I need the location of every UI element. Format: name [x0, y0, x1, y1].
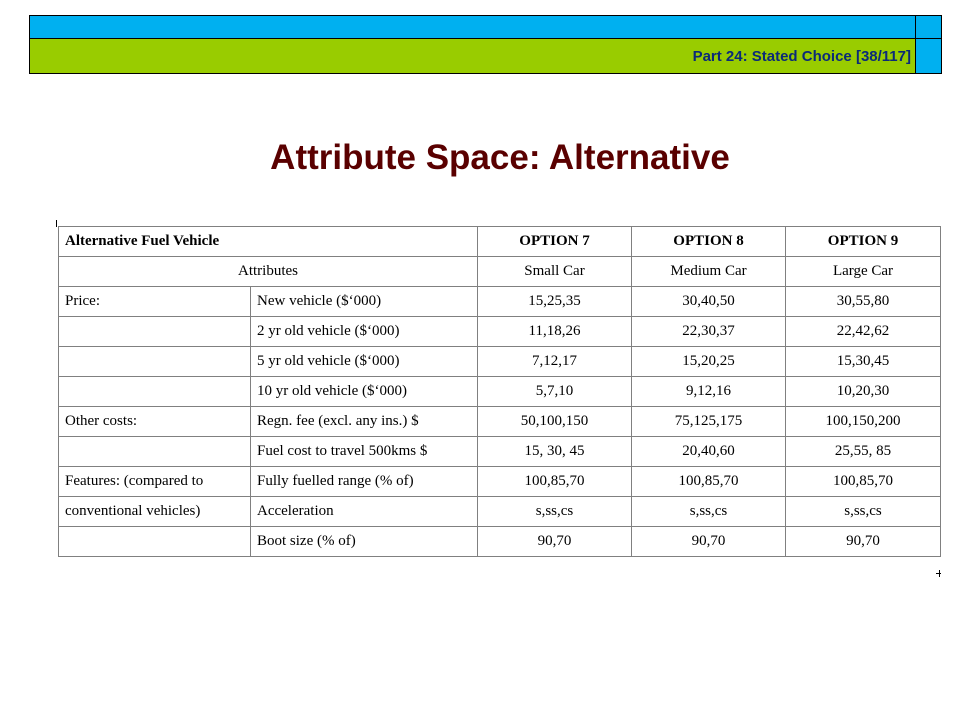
- row-value: 15,25,35: [478, 287, 632, 317]
- row-value: 20,40,60: [632, 437, 786, 467]
- corner-mark-bottom-right-h: [936, 573, 941, 574]
- option-8-header: OPTION 8: [632, 227, 786, 257]
- row-value: 15,30,45: [786, 347, 941, 377]
- row-value: s,ss,cs: [478, 497, 632, 527]
- attributes-label: Attributes: [59, 257, 478, 287]
- row-value: s,ss,cs: [786, 497, 941, 527]
- table-row: [59, 407, 941, 437]
- table-row: [59, 497, 941, 527]
- table-subheader-row: [59, 257, 941, 287]
- row-group: [59, 347, 251, 377]
- slide-part-label: Part 24: Stated Choice [38/117]: [692, 47, 911, 65]
- row-group: [59, 527, 251, 557]
- row-attribute: 2 yr old vehicle ($‘000): [251, 317, 478, 347]
- row-attribute: Boot size (% of): [251, 527, 478, 557]
- header-bar: [29, 39, 916, 74]
- row-value: 90,70: [478, 527, 632, 557]
- table-row: [59, 437, 941, 467]
- row-value: s,ss,cs: [632, 497, 786, 527]
- slide-title: Attribute Space: Alternative: [270, 138, 730, 177]
- corner-mark-top-left: [56, 220, 57, 227]
- row-value: 9,12,16: [632, 377, 786, 407]
- row-attribute: Regn. fee (excl. any ins.) $: [251, 407, 478, 437]
- header-top-square: [916, 15, 942, 39]
- row-group: Price:: [59, 287, 251, 317]
- row-value: 100,85,70: [786, 467, 941, 497]
- option-9-header: OPTION 9: [786, 227, 941, 257]
- row-value: 100,150,200: [786, 407, 941, 437]
- row-value: 100,85,70: [478, 467, 632, 497]
- row-attribute: Fully fuelled range (% of): [251, 467, 478, 497]
- row-group: [59, 317, 251, 347]
- attribute-table-container: [58, 226, 941, 557]
- table-row: [59, 347, 941, 377]
- row-value: 90,70: [632, 527, 786, 557]
- row-value: 15,20,25: [632, 347, 786, 377]
- row-value: 90,70: [786, 527, 941, 557]
- row-value: 15, 30, 45: [478, 437, 632, 467]
- row-group: conventional vehicles): [59, 497, 251, 527]
- row-group: [59, 437, 251, 467]
- row-attribute: 10 yr old vehicle ($‘000): [251, 377, 478, 407]
- row-value: 25,55, 85: [786, 437, 941, 467]
- row-value: 7,12,17: [478, 347, 632, 377]
- row-attribute: Fuel cost to travel 500kms $: [251, 437, 478, 467]
- size-medium: Medium Car: [632, 257, 786, 287]
- row-value: 100,85,70: [632, 467, 786, 497]
- row-value: 5,7,10: [478, 377, 632, 407]
- row-value: 50,100,150: [478, 407, 632, 437]
- row-value: 30,40,50: [632, 287, 786, 317]
- header-bar-square: [916, 39, 942, 74]
- table-row: [59, 527, 941, 557]
- attribute-table: [58, 226, 941, 557]
- option-7-header: OPTION 7: [478, 227, 632, 257]
- table-row: [59, 287, 941, 317]
- size-small: Small Car: [478, 257, 632, 287]
- table-row: [59, 467, 941, 497]
- row-attribute: Acceleration: [251, 497, 478, 527]
- table-header-row: [59, 227, 941, 257]
- row-attribute: 5 yr old vehicle ($‘000): [251, 347, 478, 377]
- table-heading: Alternative Fuel Vehicle: [59, 227, 478, 257]
- row-group: Features: (compared to: [59, 467, 251, 497]
- table-row: [59, 317, 941, 347]
- row-value: 11,18,26: [478, 317, 632, 347]
- row-value: 30,55,80: [786, 287, 941, 317]
- row-group: [59, 377, 251, 407]
- row-attribute: New vehicle ($‘000): [251, 287, 478, 317]
- row-value: 22,30,37: [632, 317, 786, 347]
- table-row: [59, 377, 941, 407]
- row-group: Other costs:: [59, 407, 251, 437]
- row-value: 22,42,62: [786, 317, 941, 347]
- header-top-strip: [29, 15, 916, 39]
- size-large: Large Car: [786, 257, 941, 287]
- row-value: 10,20,30: [786, 377, 941, 407]
- row-value: 75,125,175: [632, 407, 786, 437]
